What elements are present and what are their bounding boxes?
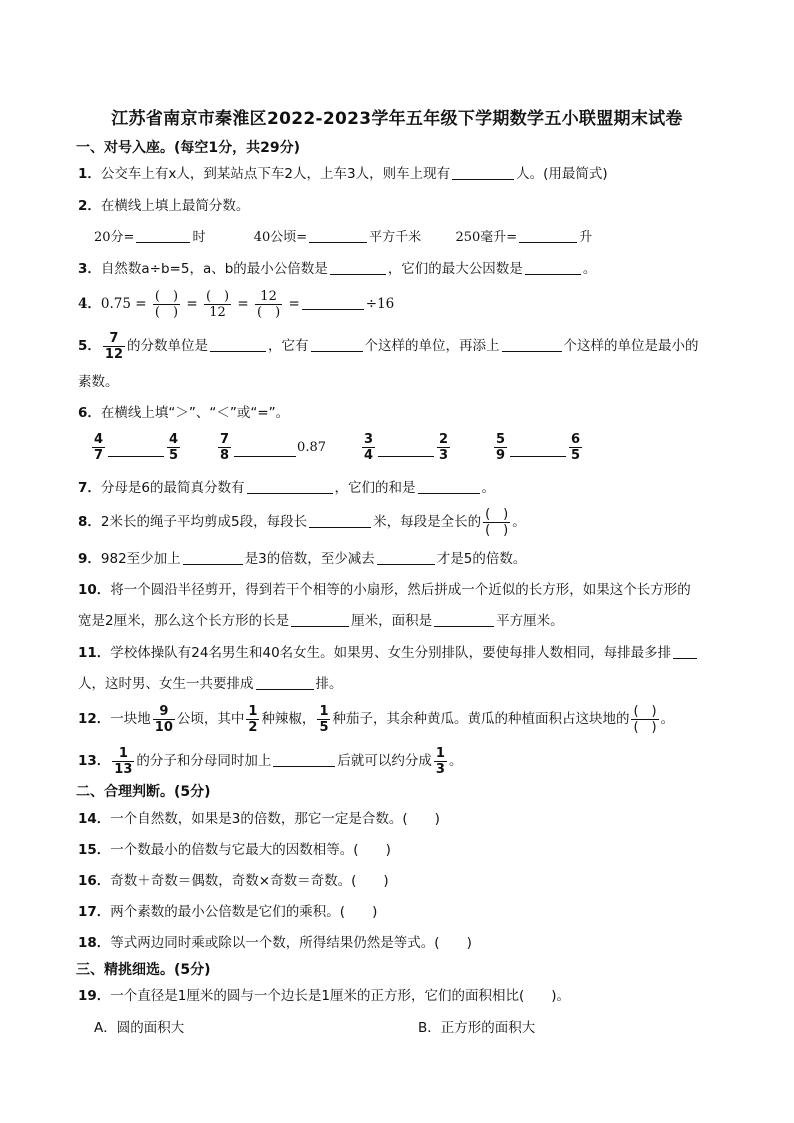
- q-text: 一个数最小的倍数与它最大的因数相等。( ): [110, 842, 391, 858]
- q-text: 等式两边同时乘或除以一个数，所得结果仍然是等式。( ): [110, 935, 472, 951]
- q-number: 1．: [78, 166, 101, 182]
- question-17: [78, 902, 377, 922]
- q-text: 平方千米: [369, 230, 422, 245]
- q-number: 12．: [78, 711, 111, 727]
- q-number: 17．: [78, 904, 111, 920]
- q-text: 。: [448, 753, 463, 769]
- q-text: 。: [512, 514, 526, 530]
- q-text: 的分子和分母同时加上: [136, 753, 272, 769]
- fraction-1-5: $\frac{1}{5}$: [319, 703, 329, 735]
- compare-2: $\frac{7}{8}$ 0.87: [220, 432, 326, 463]
- q-text: 一块地: [110, 711, 151, 727]
- question-14: [78, 809, 440, 829]
- question-15: [78, 840, 391, 860]
- q-number: 6．: [78, 405, 101, 421]
- answer-blank[interactable]: [673, 644, 697, 659]
- answer-blank[interactable]: [309, 228, 367, 243]
- q-text: 米，每段是全长的: [373, 514, 482, 530]
- q-number: 15．: [78, 842, 111, 858]
- q-text: 。: [481, 480, 495, 496]
- fraction-blank[interactable]: $\frac{( )}{( )}$: [154, 289, 179, 320]
- q-text: 学校体操队有24名男生和40名女生。如果男、女生分别排队，要使每排人数相同，每排最多排: [110, 645, 672, 661]
- answer-blank[interactable]: [210, 337, 266, 352]
- answer-blank[interactable]: [273, 752, 335, 767]
- q-text: 将一个圆沿半径剪开，得到若干个相等的小扇形，然后拼成一个近似的长方形，如果这个长方形的: [110, 582, 691, 598]
- q-text: 后就可以约分成: [337, 753, 432, 769]
- q-text: ，它有: [268, 338, 309, 354]
- question-13: [78, 744, 462, 778]
- q-text: 奇数＋奇数＝偶数，奇数×奇数＝奇数。( ): [110, 873, 389, 889]
- section-2-heading: 二、合理判断。(5分): [76, 784, 211, 800]
- compare-3: $\frac{3}{4}$ $\frac{2}{3}$: [364, 432, 449, 463]
- q-text: 厘米，面积是: [351, 613, 433, 629]
- answer-blank[interactable]: [330, 260, 386, 275]
- q-text: 2米长的绳子平均剪成5段，每段长: [100, 514, 308, 530]
- fraction-1-2: $\frac{1}{2}$: [248, 703, 258, 735]
- q-text: 一个直径是1厘米的圆与一个边长是1厘米的正方形，它们的面积相比( )。: [110, 988, 571, 1004]
- q-text: 种茄子，其余种黄瓜。黄瓜的种植面积占这块地的: [332, 711, 630, 727]
- q-text: 种辣椒，: [261, 711, 316, 727]
- answer-blank[interactable]: [136, 228, 190, 243]
- section-1-heading: 一、对号入座。(每空1分，共29分): [76, 140, 301, 156]
- q-text: 982至少加上: [100, 551, 181, 567]
- q-number: 11．: [78, 645, 111, 661]
- question-12: [78, 702, 674, 736]
- fraction-blank[interactable]: $\frac{( )}{( )}$: [485, 506, 509, 538]
- question-10: [78, 580, 691, 600]
- answer-blank[interactable]: [502, 337, 562, 352]
- q-text: 人，这时男、女生一共要排成: [78, 676, 254, 692]
- q-text: 。: [582, 261, 597, 277]
- section-3-heading: 三、精挑细选。(5分): [76, 962, 211, 978]
- q-text: 在横线上填上最简分数。: [100, 198, 250, 214]
- q-text: 在横线上填“＞”、“＜”或“=”。: [100, 405, 290, 421]
- option-b[interactable]: B．正方形的面积大: [418, 1020, 536, 1036]
- q-text: ，它们的和是: [334, 480, 416, 496]
- q-text: 两个素数的最小公倍数是它们的乘积。( ): [110, 904, 378, 920]
- question-8: [78, 506, 526, 538]
- answer-blank[interactable]: [247, 479, 333, 494]
- q-text: 升: [579, 230, 593, 245]
- question-19: [78, 986, 570, 1006]
- question-11-cont: [78, 674, 343, 694]
- q-number: 3．: [78, 261, 101, 277]
- fraction-1-3: $\frac{1}{3}$: [435, 745, 445, 777]
- question-7: [78, 478, 495, 498]
- q-text: 公交车上有x人，到某站点下车2人，上车3人，则车上现有: [100, 166, 451, 182]
- q-text: 时: [192, 230, 206, 245]
- q-number: 2．: [78, 198, 101, 214]
- compare-blank[interactable]: [510, 456, 566, 457]
- q-text: 20分=: [94, 230, 135, 245]
- answer-blank[interactable]: [525, 260, 581, 275]
- q-text: 40公顷=: [253, 230, 308, 245]
- q-number: 7．: [78, 480, 101, 496]
- q-number: 14．: [78, 811, 111, 827]
- compare-blank[interactable]: [108, 456, 164, 457]
- answer-blank[interactable]: [377, 550, 435, 565]
- question-5-cont: 素数。: [78, 374, 119, 390]
- q-number: 13．: [78, 753, 111, 769]
- q-text: 人。(用最简式): [516, 166, 608, 182]
- compare-4: $\frac{5}{9}$ $\frac{6}{5}$: [496, 432, 581, 463]
- question-16: [78, 871, 389, 891]
- answer-blank[interactable]: [291, 612, 349, 627]
- question-6: [78, 403, 289, 423]
- q-text: 平方厘米。: [496, 613, 564, 629]
- q-number: 16．: [78, 873, 111, 889]
- q-text: 一个自然数，如果是3的倍数，那它一定是合数。( ): [110, 811, 440, 827]
- q-text: 250毫升=: [455, 230, 518, 245]
- q-text: ÷16: [365, 296, 395, 312]
- q-number: 5．: [78, 338, 101, 354]
- q-text: 宽是2厘米，那么这个长方形的长是: [78, 613, 290, 629]
- question-5: [78, 330, 699, 362]
- answer-blank[interactable]: [302, 295, 364, 310]
- fraction-12-over-blank[interactable]: $\frac{12}{( )}$: [257, 289, 281, 320]
- q-text: 。: [660, 711, 675, 727]
- question-9: [78, 549, 526, 569]
- option-a[interactable]: A．圆的面积大: [94, 1020, 185, 1036]
- q-number: 9．: [78, 551, 101, 567]
- question-11: [78, 643, 699, 663]
- fraction-9-10: $\frac{9}{10}$: [154, 703, 173, 735]
- question-4: 4．0.75 = $\frac{( )}{( )}$ = $\frac{( )}{12}$ = $\frac{12}{( )}$ = ÷16: [78, 289, 395, 320]
- question-3: [78, 259, 596, 279]
- question-1: [78, 164, 608, 184]
- answer-blank[interactable]: [311, 337, 363, 352]
- question-2-items: [94, 228, 592, 248]
- q-text: ，它们的最大公因数是: [387, 261, 523, 277]
- q-number: 8．: [78, 514, 101, 530]
- q-number: 4．: [78, 296, 101, 312]
- q-number: 18．: [78, 935, 111, 951]
- compare-blank[interactable]: [378, 456, 434, 457]
- page-title: 江苏省南京市秦淮区2022-2023学年五年级下学期数学五小联盟期末试卷: [111, 109, 683, 129]
- answer-blank[interactable]: [256, 675, 314, 690]
- question-2: [78, 196, 249, 216]
- answer-blank[interactable]: [452, 165, 514, 180]
- answer-blank[interactable]: [519, 228, 577, 243]
- q-text: 的分数单位是: [127, 338, 208, 354]
- fraction-1-13: $\frac{1}{13}$: [114, 745, 133, 777]
- q-number: 10．: [78, 582, 111, 598]
- q-text: 0.75 =: [100, 296, 147, 312]
- q-text: 个这样的单位是最小的: [563, 338, 699, 354]
- answer-blank[interactable]: [309, 513, 371, 528]
- q-text: 个这样的单位，再添上: [364, 338, 500, 354]
- compare-blank[interactable]: [234, 456, 296, 457]
- q-text: 是3的倍数，至少减去: [244, 551, 375, 567]
- question-10-cont: [78, 611, 564, 631]
- question-18: [78, 933, 472, 953]
- answer-blank[interactable]: [183, 550, 243, 565]
- q-text: 才是5的倍数。: [436, 551, 527, 567]
- answer-blank[interactable]: [434, 612, 494, 627]
- answer-blank[interactable]: [418, 479, 480, 494]
- q-text: 分母是6的最简真分数有: [100, 480, 245, 496]
- fraction-blank-over-12[interactable]: $\frac{( )}{12}$: [205, 289, 230, 320]
- q-text: 自然数a÷b=5，a、b的最小公倍数是: [100, 261, 328, 277]
- q-text: 排。: [315, 676, 343, 692]
- fraction-7-12: $\frac{7}{12}$: [104, 330, 123, 362]
- compare-1: $\frac{4}{7}$ $\frac{4}{5}$: [94, 432, 179, 463]
- fraction-blank[interactable]: $\frac{( )}{( )}$: [633, 703, 657, 735]
- q-number: 19．: [78, 988, 111, 1004]
- q-text: 公顷，其中: [176, 711, 245, 727]
